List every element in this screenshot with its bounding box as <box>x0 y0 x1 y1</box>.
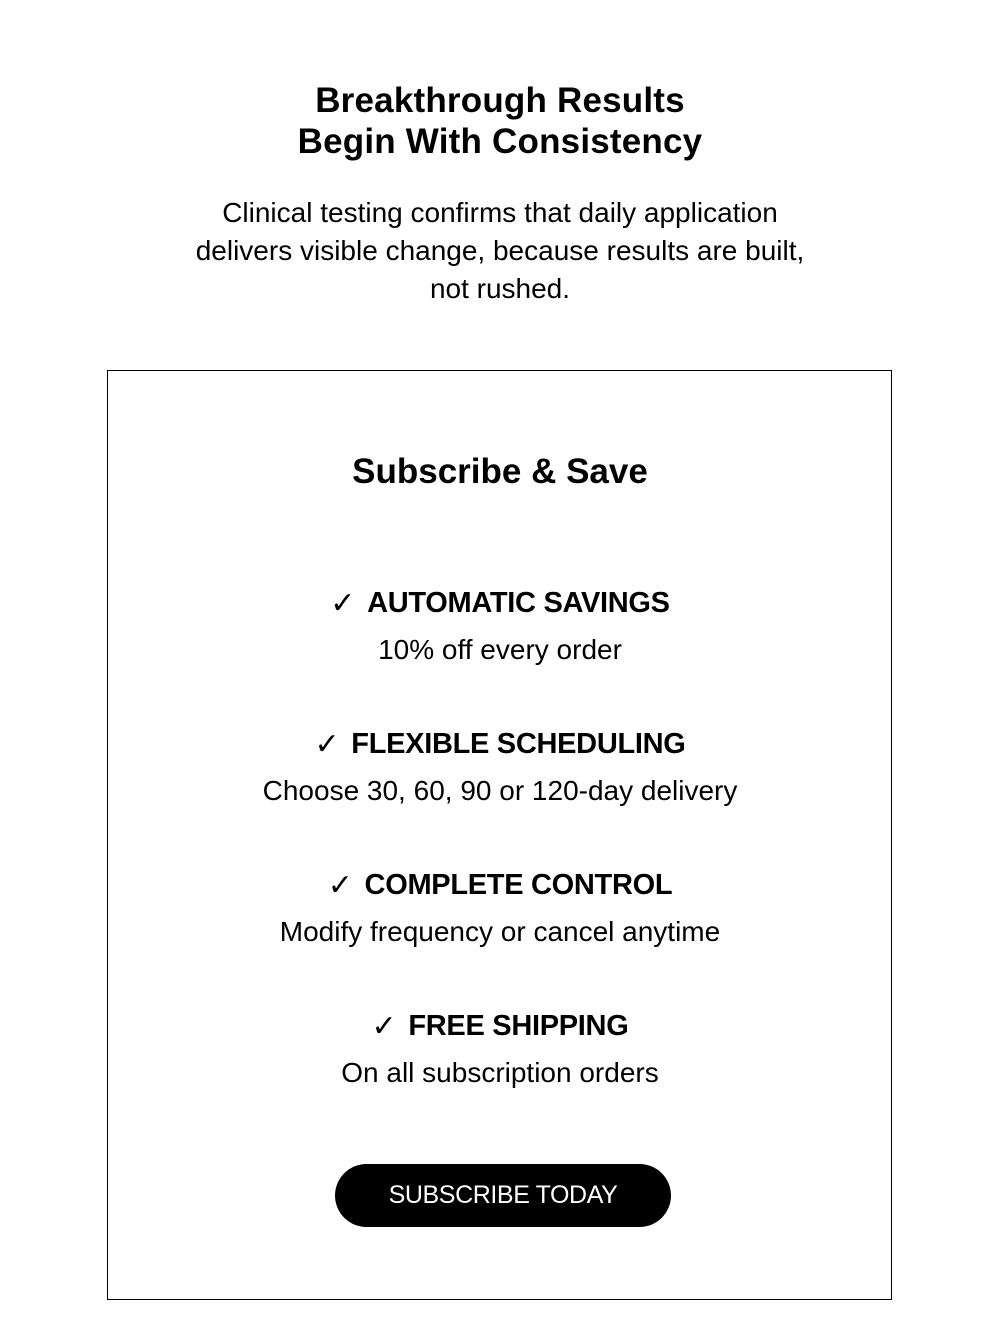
checkmark-icon: ✓ <box>327 868 353 903</box>
hero-subtitle <box>120 194 880 308</box>
hero-section <box>0 80 1000 308</box>
hero-title-line-2: Begin With Consistency <box>297 122 703 161</box>
benefit-heading: FLEXIBLE SCHEDULING <box>351 728 686 760</box>
benefit-description: On all subscription orders <box>341 1057 659 1088</box>
hero-title-line-1: Breakthrough Results <box>315 81 685 120</box>
benefit-description: Modify frequency or cancel anytime <box>279 916 721 947</box>
subscribe-card <box>107 370 892 1300</box>
hero-subtitle-line-1: Clinical testing confirms that daily application <box>222 197 778 228</box>
subscribe-card-title: Subscribe & Save <box>352 452 648 491</box>
benefit-heading: AUTOMATIC SAVINGS <box>367 587 670 619</box>
benefit-complete-control <box>0 867 1000 950</box>
subscribe-today-button[interactable]: SUBSCRIBE TODAY <box>335 1164 671 1227</box>
hero-subtitle-line-3: not rushed. <box>429 273 571 304</box>
benefit-heading: FREE SHIPPING <box>408 1010 629 1042</box>
hero-subtitle-line-2: delivers visible change, because results are built, <box>195 235 805 266</box>
benefit-heading: COMPLETE CONTROL <box>364 869 673 901</box>
benefit-free-shipping <box>0 1008 1000 1091</box>
benefit-heading-row <box>0 867 1000 904</box>
benefit-description: Choose 30, 60, 90 or 120-day delivery <box>262 775 738 806</box>
checkmark-icon: ✓ <box>371 1009 397 1044</box>
benefit-flexible-scheduling <box>0 726 1000 809</box>
benefit-heading-row <box>0 1008 1000 1045</box>
benefit-description: 10% off every order <box>378 634 622 665</box>
benefit-heading-row <box>0 585 1000 622</box>
checkmark-icon: ✓ <box>314 727 340 762</box>
checkmark-icon: ✓ <box>330 586 356 621</box>
benefit-automatic-savings <box>0 585 1000 668</box>
benefit-heading-row <box>0 726 1000 763</box>
hero-title <box>0 80 1000 162</box>
